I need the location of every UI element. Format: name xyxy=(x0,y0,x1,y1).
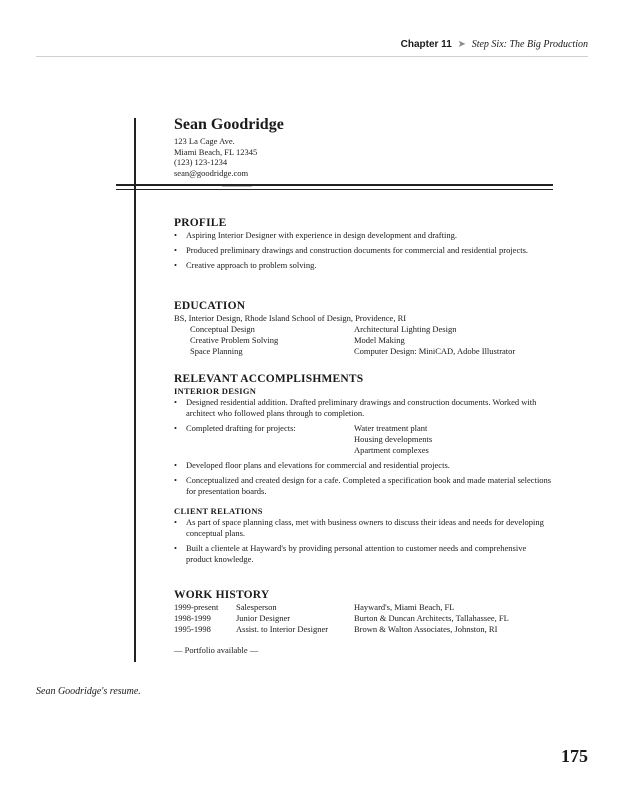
section-title: PROFILE xyxy=(174,217,227,229)
course-item: Model Making xyxy=(354,335,405,345)
list-item: • As part of space planning class, met with business owners to discuss their ideas and needs for developing conceptual plans. xyxy=(174,517,554,539)
section-title: WORK HISTORY xyxy=(174,589,270,601)
list-item: • Developed floor plans and elevations for commercial and residential projects. xyxy=(174,460,554,471)
list-item: • Built a clientele at Hayward's by providing personal attention to customer needs and comprehensive product knowledge. xyxy=(174,543,554,565)
list-item: • Creative approach to problem solving. xyxy=(174,260,554,271)
work-role: Assist. to Interior Designer xyxy=(236,624,329,634)
resume-rule-accent xyxy=(222,186,252,187)
list-item: • Produced preliminary drawings and construction documents for commercial and residential projects. xyxy=(174,245,554,256)
contact-city: Miami Beach, FL 12345 xyxy=(174,146,258,157)
course-item: Conceptual Design xyxy=(190,324,255,334)
section-title: RELEVANT ACCOMPLISHMENTS xyxy=(174,373,364,385)
project-item: Apartment complexes xyxy=(354,445,429,455)
contact-block xyxy=(174,136,257,178)
work-role: Salesperson xyxy=(236,602,277,612)
figure-caption: Sean Goodridge's resume. xyxy=(36,686,141,697)
arrow-icon: ➤ xyxy=(457,39,466,50)
degree-line: BS, Interior Design, Rhode Island School of Design, Providence, RI xyxy=(174,313,407,323)
profile-section xyxy=(174,218,554,275)
course-row xyxy=(174,346,554,357)
contact-address: 123 La Cage Ave. xyxy=(174,136,235,146)
section-title: EDUCATION xyxy=(174,300,246,312)
list-item: • Designed residential addition. Drafted preliminary drawings and construction documents. Worked with architect who followed plans through to completion. xyxy=(174,397,554,419)
resume-vertical-rule xyxy=(134,118,136,662)
course-item: Architectural Lighting Design xyxy=(354,324,457,334)
subsection-title: INTERIOR DESIGN xyxy=(174,386,257,396)
contact-email: sean@goodridge.com xyxy=(174,167,249,178)
course-item: Space Planning xyxy=(190,346,243,356)
list-item xyxy=(174,423,554,456)
work-row xyxy=(174,602,554,613)
work-employer: Burton & Duncan Architects, Tallahassee, FL xyxy=(354,613,509,623)
list-item-label: • Completed drafting for projects: xyxy=(186,423,296,433)
list-item: • Aspiring Interior Designer with experience in design development and drafting. xyxy=(174,230,554,241)
contact-phone: (123) 123-1234 xyxy=(174,157,228,167)
subsection-title: CLIENT RELATIONS xyxy=(174,506,263,516)
running-header xyxy=(401,39,588,50)
course-item: Creative Problem Solving xyxy=(190,335,279,345)
project-item: Housing developments xyxy=(354,434,433,444)
list-item: • Conceptualized and created design for a cafe. Completed a specification book and made material selections for presentation boards. xyxy=(174,475,554,497)
course-item: Computer Design: MiniCAD, Adobe Illustrator xyxy=(354,346,516,356)
work-employer: Hayward's, Miami Beach, FL xyxy=(354,602,455,612)
work-dates: 1995-1998 xyxy=(174,624,211,634)
work-row xyxy=(174,613,554,624)
course-row xyxy=(174,335,554,346)
work-history-section xyxy=(174,590,554,656)
education-section xyxy=(174,301,554,357)
chapter-label: Chapter 11 xyxy=(400,39,452,50)
resume-horizontal-rule-thin xyxy=(116,189,553,190)
course-row xyxy=(174,324,554,335)
portfolio-note: — Portfolio available — xyxy=(174,645,259,655)
accomplishments-section xyxy=(174,374,554,569)
work-role: Junior Designer xyxy=(236,613,291,623)
work-dates: 1999-present xyxy=(174,602,219,612)
work-employer: Brown & Walton Associates, Johnston, RI xyxy=(354,624,498,634)
page-number: 175 xyxy=(561,746,588,766)
resume-name: Sean Goodridge xyxy=(174,116,284,133)
work-dates: 1998-1999 xyxy=(174,613,211,623)
chapter-subtitle: Step Six: The Big Production xyxy=(471,39,588,50)
work-row xyxy=(174,624,554,635)
header-divider xyxy=(36,56,588,57)
project-item: Water treatment plant xyxy=(354,423,428,433)
resume-horizontal-rule xyxy=(116,184,553,186)
